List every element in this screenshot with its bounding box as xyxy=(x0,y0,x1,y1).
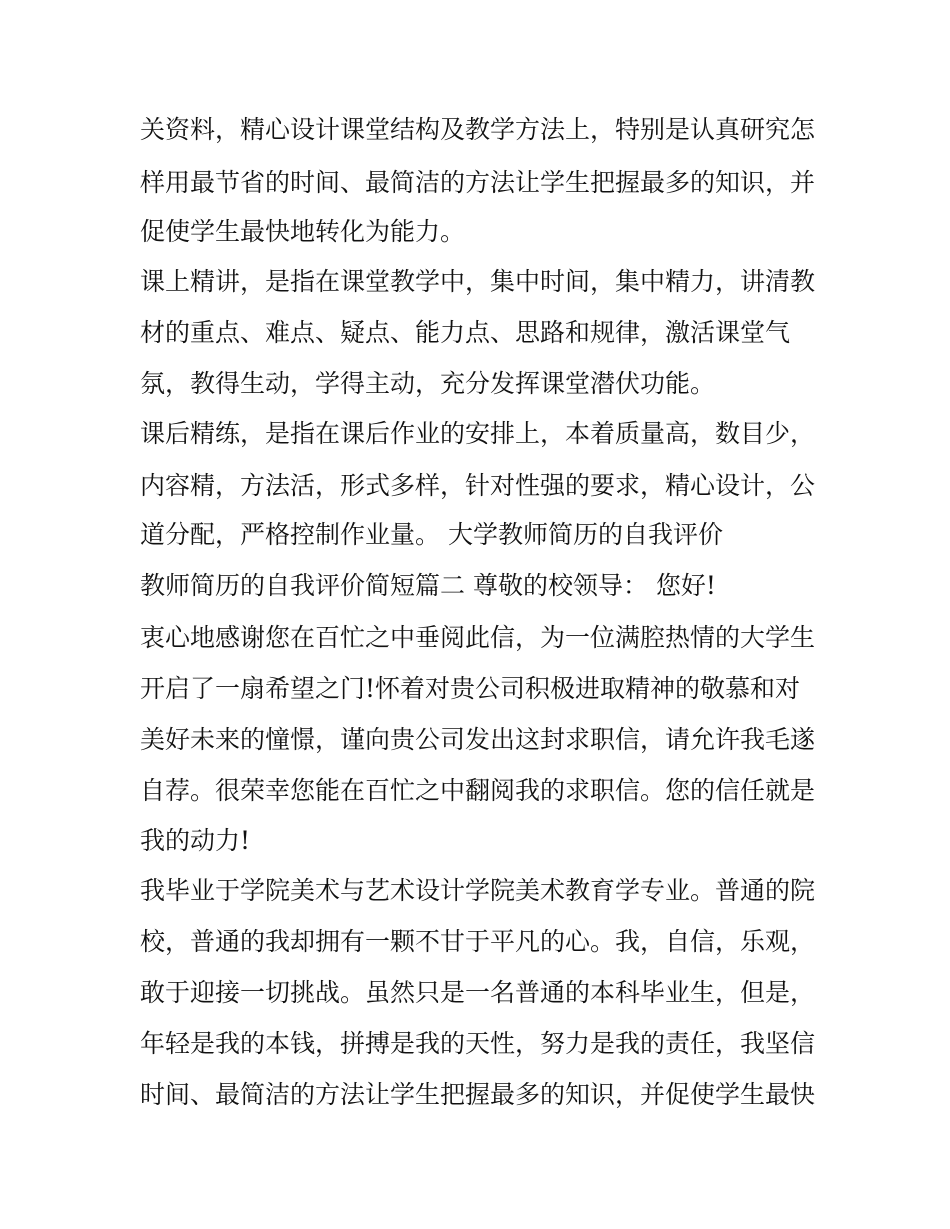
text-line: 自荐。很荣幸您能在百忙之中翻阅我的求职信。您的信任就是 xyxy=(140,776,816,805)
text-line: 氛，教得生动，学得主动，充分发挥课堂潜伏功能。 xyxy=(140,369,716,398)
text-line: 教师简历的自我评价简短篇二 尊敬的校领导： 您好! xyxy=(140,571,716,600)
text-line: 年轻是我的本钱，拼搏是我的天性，努力是我的责任，我坚信 xyxy=(140,1029,816,1058)
text-line: 道分配，严格控制作业量。 大学教师简历的自我评价 xyxy=(140,520,723,549)
text-line: 衷心地感谢您在百忙之中垂阅此信，为一位满腔热情的大学生 xyxy=(140,623,816,652)
text-line: 我的动力! xyxy=(140,826,251,855)
text-line: 关资料，精心设计课堂结构及教学方法上，特别是认真研究怎 xyxy=(140,115,816,144)
text-line: 材的重点、难点、疑点、能力点、思路和规律，激活课堂气 xyxy=(140,318,791,347)
text-line: 课上精讲，是指在课堂教学中，集中时间，集中精力，讲清教 xyxy=(140,267,816,296)
text-line: 课后精练，是指在课后作业的安排上，本着质量高，数目少， xyxy=(140,419,816,448)
text-line: 内容精，方法活，形式多样，针对性强的要求，精心设计，公 xyxy=(140,471,816,500)
text-line: 美好未来的憧憬，谨向贵公司发出这封求职信，请允许我毛遂 xyxy=(140,725,816,754)
text-line: 开启了一扇希望之门!怀着对贵公司积极进取精神的敬慕和对 xyxy=(140,674,801,703)
text-line: 促使学生最快地转化为能力。 xyxy=(140,217,466,246)
text-line: 样用最节省的时间、最简洁的方法让学生把握最多的知识，并 xyxy=(140,168,816,197)
text-line: 校，普通的我却拥有一颗不甘于平凡的心。我，自信，乐观， xyxy=(140,927,816,956)
text-line: 敢于迎接一切挑战。虽然只是一名普通的本科毕业生，但是， xyxy=(140,978,816,1007)
text-line: 我毕业于学院美术与艺术设计学院美术教育学专业。普通的院 xyxy=(140,876,816,905)
text-line: 时间、最简洁的方法让学生把握最多的知识，并促使学生最快 xyxy=(140,1080,816,1109)
